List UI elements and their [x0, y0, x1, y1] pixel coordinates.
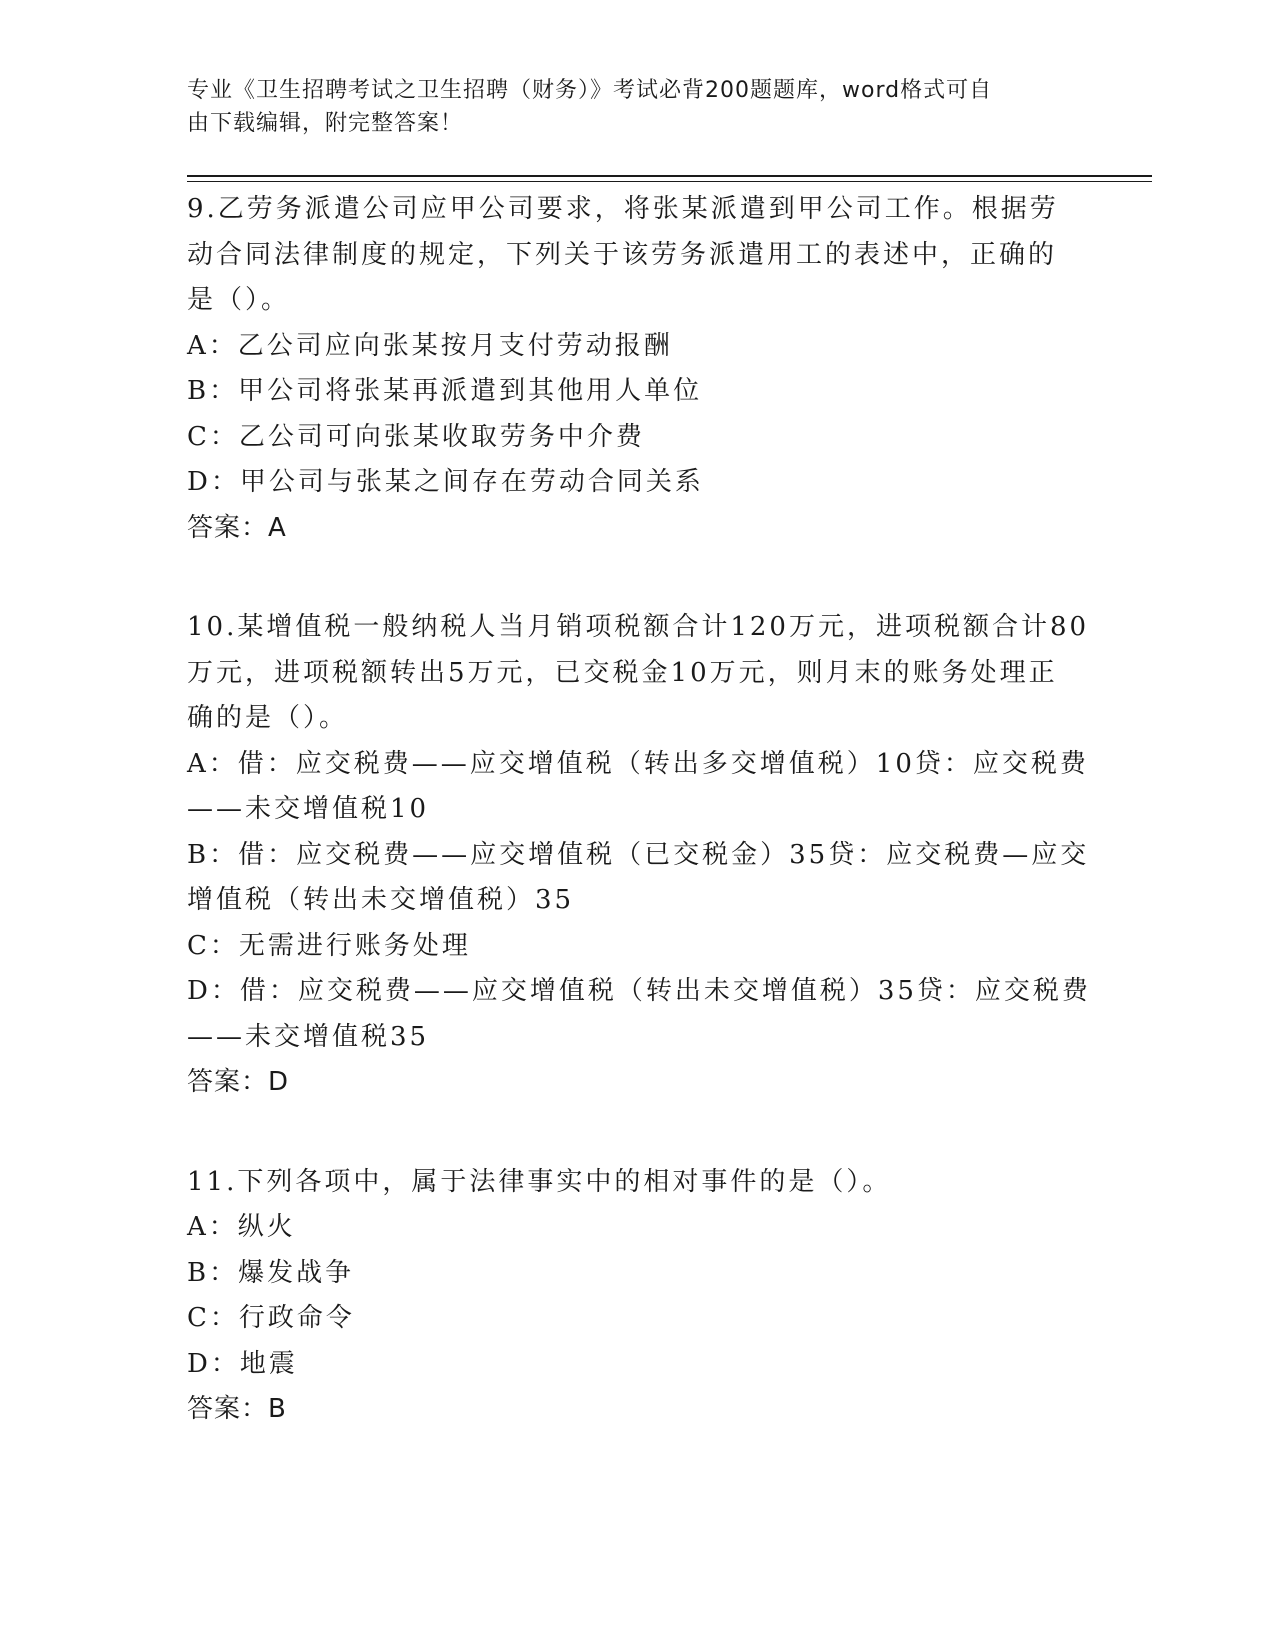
option-a-continued: ——未交增值税10	[187, 794, 430, 824]
question-11	[187, 1160, 1087, 1433]
answer-label: 答案：B	[187, 1394, 287, 1424]
option-d: D：甲公司与张某之间存在劳动合同关系	[187, 467, 704, 497]
question-list	[187, 187, 1091, 1487]
question-stem-line: 9.乙劳务派遣公司应甲公司要求，将张某派遣到甲公司工作。根据劳	[187, 194, 1059, 224]
answer-label: 答案：A	[187, 512, 287, 543]
option-c: C：行政命令	[187, 1303, 355, 1333]
question-stem-line: 动合同法律制度的规定，下列关于该劳务派遣用工的表述中，正确的	[187, 239, 1058, 270]
option-d: D：借：应交税费——应交增值税（转出未交增值税）35贷：应交税费	[187, 976, 1091, 1006]
answer-label: 答案：D	[187, 1067, 290, 1097]
header-divider-thin	[187, 181, 1152, 182]
question-stem-line: 确的是（）。	[187, 703, 349, 733]
option-b: B：爆发战争	[187, 1257, 355, 1288]
header-line-1: 专业《卫生招聘考试之卫生招聘（财务）》考试必背200题题库，word格式可自	[187, 78, 993, 103]
option-d-continued: ——未交增值税35	[187, 1021, 430, 1052]
option-a: A：乙公司应向张某按月支付劳动报酬	[187, 330, 673, 361]
question-stem-line: 11.下列各项中，属于法律事实中的相对事件的是（）。	[187, 1166, 892, 1197]
question-stem-line: 是（）。	[187, 285, 291, 315]
question-10	[187, 605, 1091, 1106]
question-stem-line: 10.某增值税一般纳税人当月销项税额合计120万元，进项税额合计80	[187, 612, 1090, 642]
option-a: A：纵火	[187, 1212, 296, 1242]
option-c: C：乙公司可向张某收取劳务中介费	[187, 421, 645, 452]
header-line-2: 由下载编辑，附完整答案！	[187, 111, 464, 136]
header-divider-thick	[187, 175, 1152, 177]
option-b: B：借：应交税费——应交增值税（已交税金）35贷：应交税费—应交	[187, 839, 1090, 870]
question-9	[187, 187, 1087, 551]
option-b: B：甲公司将张某再派遣到其他用人单位	[187, 376, 703, 406]
question-stem-line: 万元，进项税额转出5万元，已交税金10万元，则月末的账务处理正	[187, 657, 1058, 688]
document-header	[187, 74, 1067, 140]
option-d: D：地震	[187, 1348, 298, 1379]
option-b-continued: 增值税（转出未交增值税）35	[187, 885, 575, 915]
option-c: C：无需进行账务处理	[187, 930, 471, 961]
option-a: A：借：应交税费——应交增值税（转出多交增值税）10贷：应交税费	[187, 748, 1089, 779]
